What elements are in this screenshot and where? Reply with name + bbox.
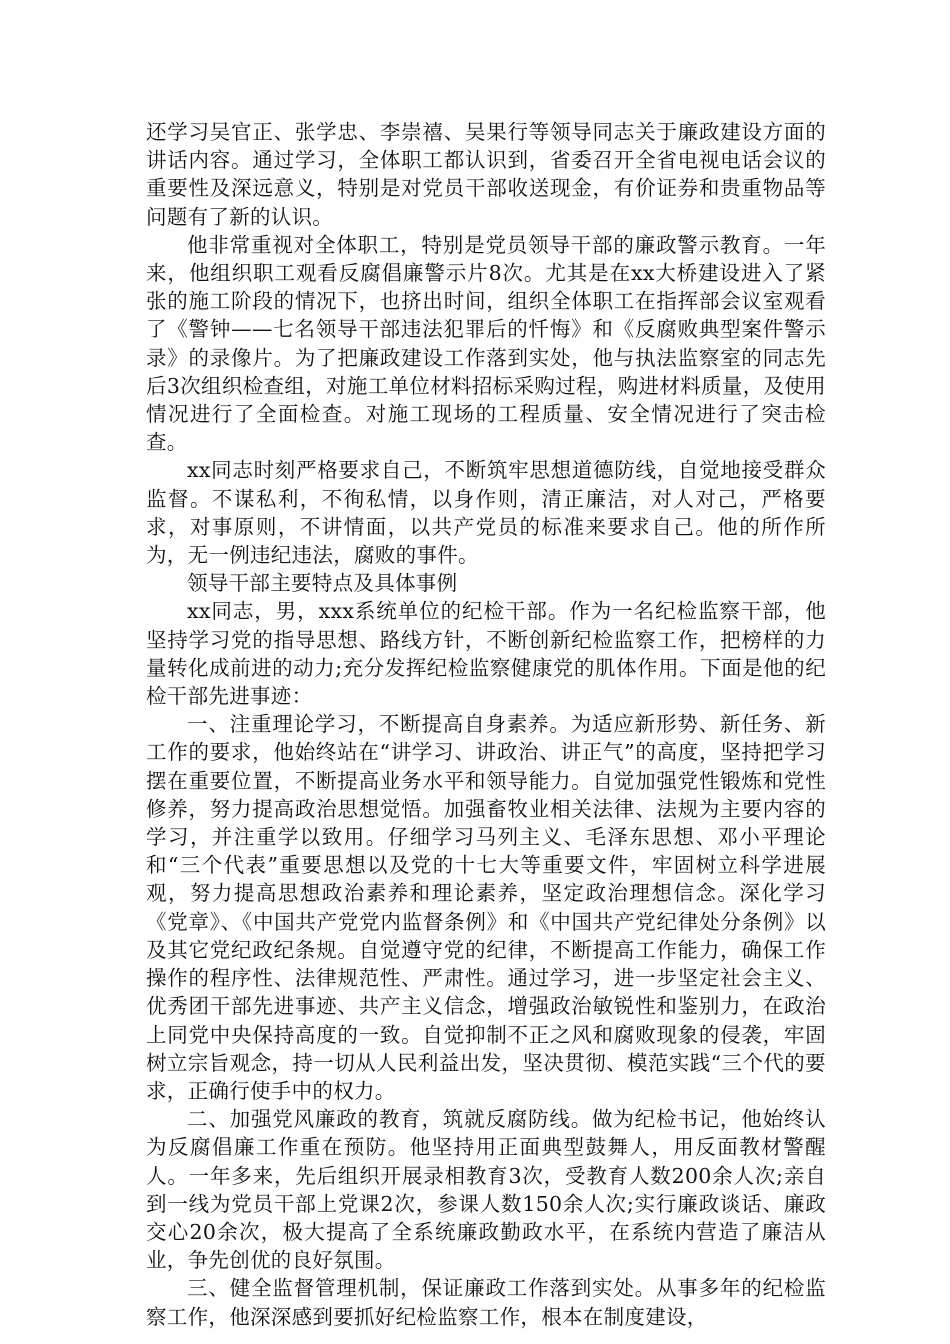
paragraph: 还学习吴官正、张学忠、李崇禧、吴果行等领导同志关于廉政建设方面的讲话内容。通过学习，全体职工都认识到，省委召开全省电视电话会议的重要性及深远意义，特别是对党员干部收送现金，有价证券和贵重物品等问题有了新的认识。 xyxy=(146,120,826,229)
paragraph: 他非常重视对全体职工，特别是党员领导干部的廉政警示教育。一年来，他组织职工观看反腐倡廉警示片8次。尤其是在xx大桥建设进入了紧张的施工阶段的情况下，也挤出时间，组织全体职工在指挥部会议室观看了《警钟——七名领导干部违法犯罪后的忏悔》和《反腐败典型案件警示录》的录像片。为了把廉政建设工作落到实处，他与执法监察室的同志先后3次组织检查组，对施工单位材料招标采购过程，购进材料质量，及使用情况进行了全面检查。对施工现场的工程质量、安全情况进行了突击检查。 xyxy=(146,232,826,455)
paragraph: 三、健全监督管理机制，保证廉政工作落到实处。从事多年的纪检监察工作，他深深感到要抓好纪检监察工作，根本在制度建设， xyxy=(146,1276,826,1329)
paragraph: 二、加强党风廉政的教育，筑就反腐防线。做为纪检书记，他始终认为反腐倡廉工作重在预防。他坚持用正面典型鼓舞人，用反面教材警醒人。一年多来，先后组织开展录相教育3次，受教育人数200余人次;亲自到一线为党员干部上党课2次，参课人数150余人次;实行廉政谈话、廉政交心20余次，极大提高了全系统廉政勤政水平，在系统内营造了廉洁从业，争先创优的良好氛围。 xyxy=(146,1107,826,1273)
document-body xyxy=(146,118,826,1331)
paragraph: xx同志，男，xxx系统单位的纪检干部。作为一名纪检监察干部，他坚持学习党的指导思想、路线方针，不断创新纪检监察工作，把榜样的力量转化成前进的动力;充分发挥纪检监察健康党的肌体作用。下面是他的纪检干部先进事迹： xyxy=(146,599,826,709)
paragraph: 一、注重理论学习，不断提高自身素养。为适应新形势、新任务、新工作的要求，他始终站在“讲学习、讲政治、讲正气”的高度，坚持把学习摆在重要位置，不断提高业务水平和领导能力。自觉加强党性锻炼和党性修养，努力提高政治思想觉悟。加强畜牧业相关法律、法规为主要内容的学习，并注重学以致用。仔细学习马列主义、毛泽东思想、邓小平理论和“三个代表”重要思想以及党的十七大等重要文件，牢固树立科学进展观，努力提高思想政治素养和理论素养，坚定政治理想信念。深化学习《党章》、《中国共产党党内监督条例》和《中国共产党纪律处分条例》以及其它党纪政纪条规。自觉遵守党的纪律，不断提高工作能力，确保工作操作的程序性、法律规范性、严肃性。通过学习，进一步坚定社会主义、优秀团干部先进事迹、共产主义信念，增强政治敏锐性和鉴别力，在政治上同党中央保持高度的一致。自觉抑制不正之风和腐败现象的侵袭，牢固树立宗旨观念，持一切从人民利益出发，坚决贯彻、模范实践“三个代的要求，正确行使手中的权力。 xyxy=(146,712,826,1103)
section-heading: 领导干部主要特点及具体事例 xyxy=(187,571,458,596)
paragraph: xx同志时刻严格要求自己，不断筑牢思想道德防线，自觉地接受群众监督。不谋私利，不徇私情，以身作则，清正廉洁，对人对己，严格要求，对事原则，不讲情面，以共产党员的标准来要求自己。他的所作所为，无一例违纪违法，腐败的事件。 xyxy=(146,458,826,568)
